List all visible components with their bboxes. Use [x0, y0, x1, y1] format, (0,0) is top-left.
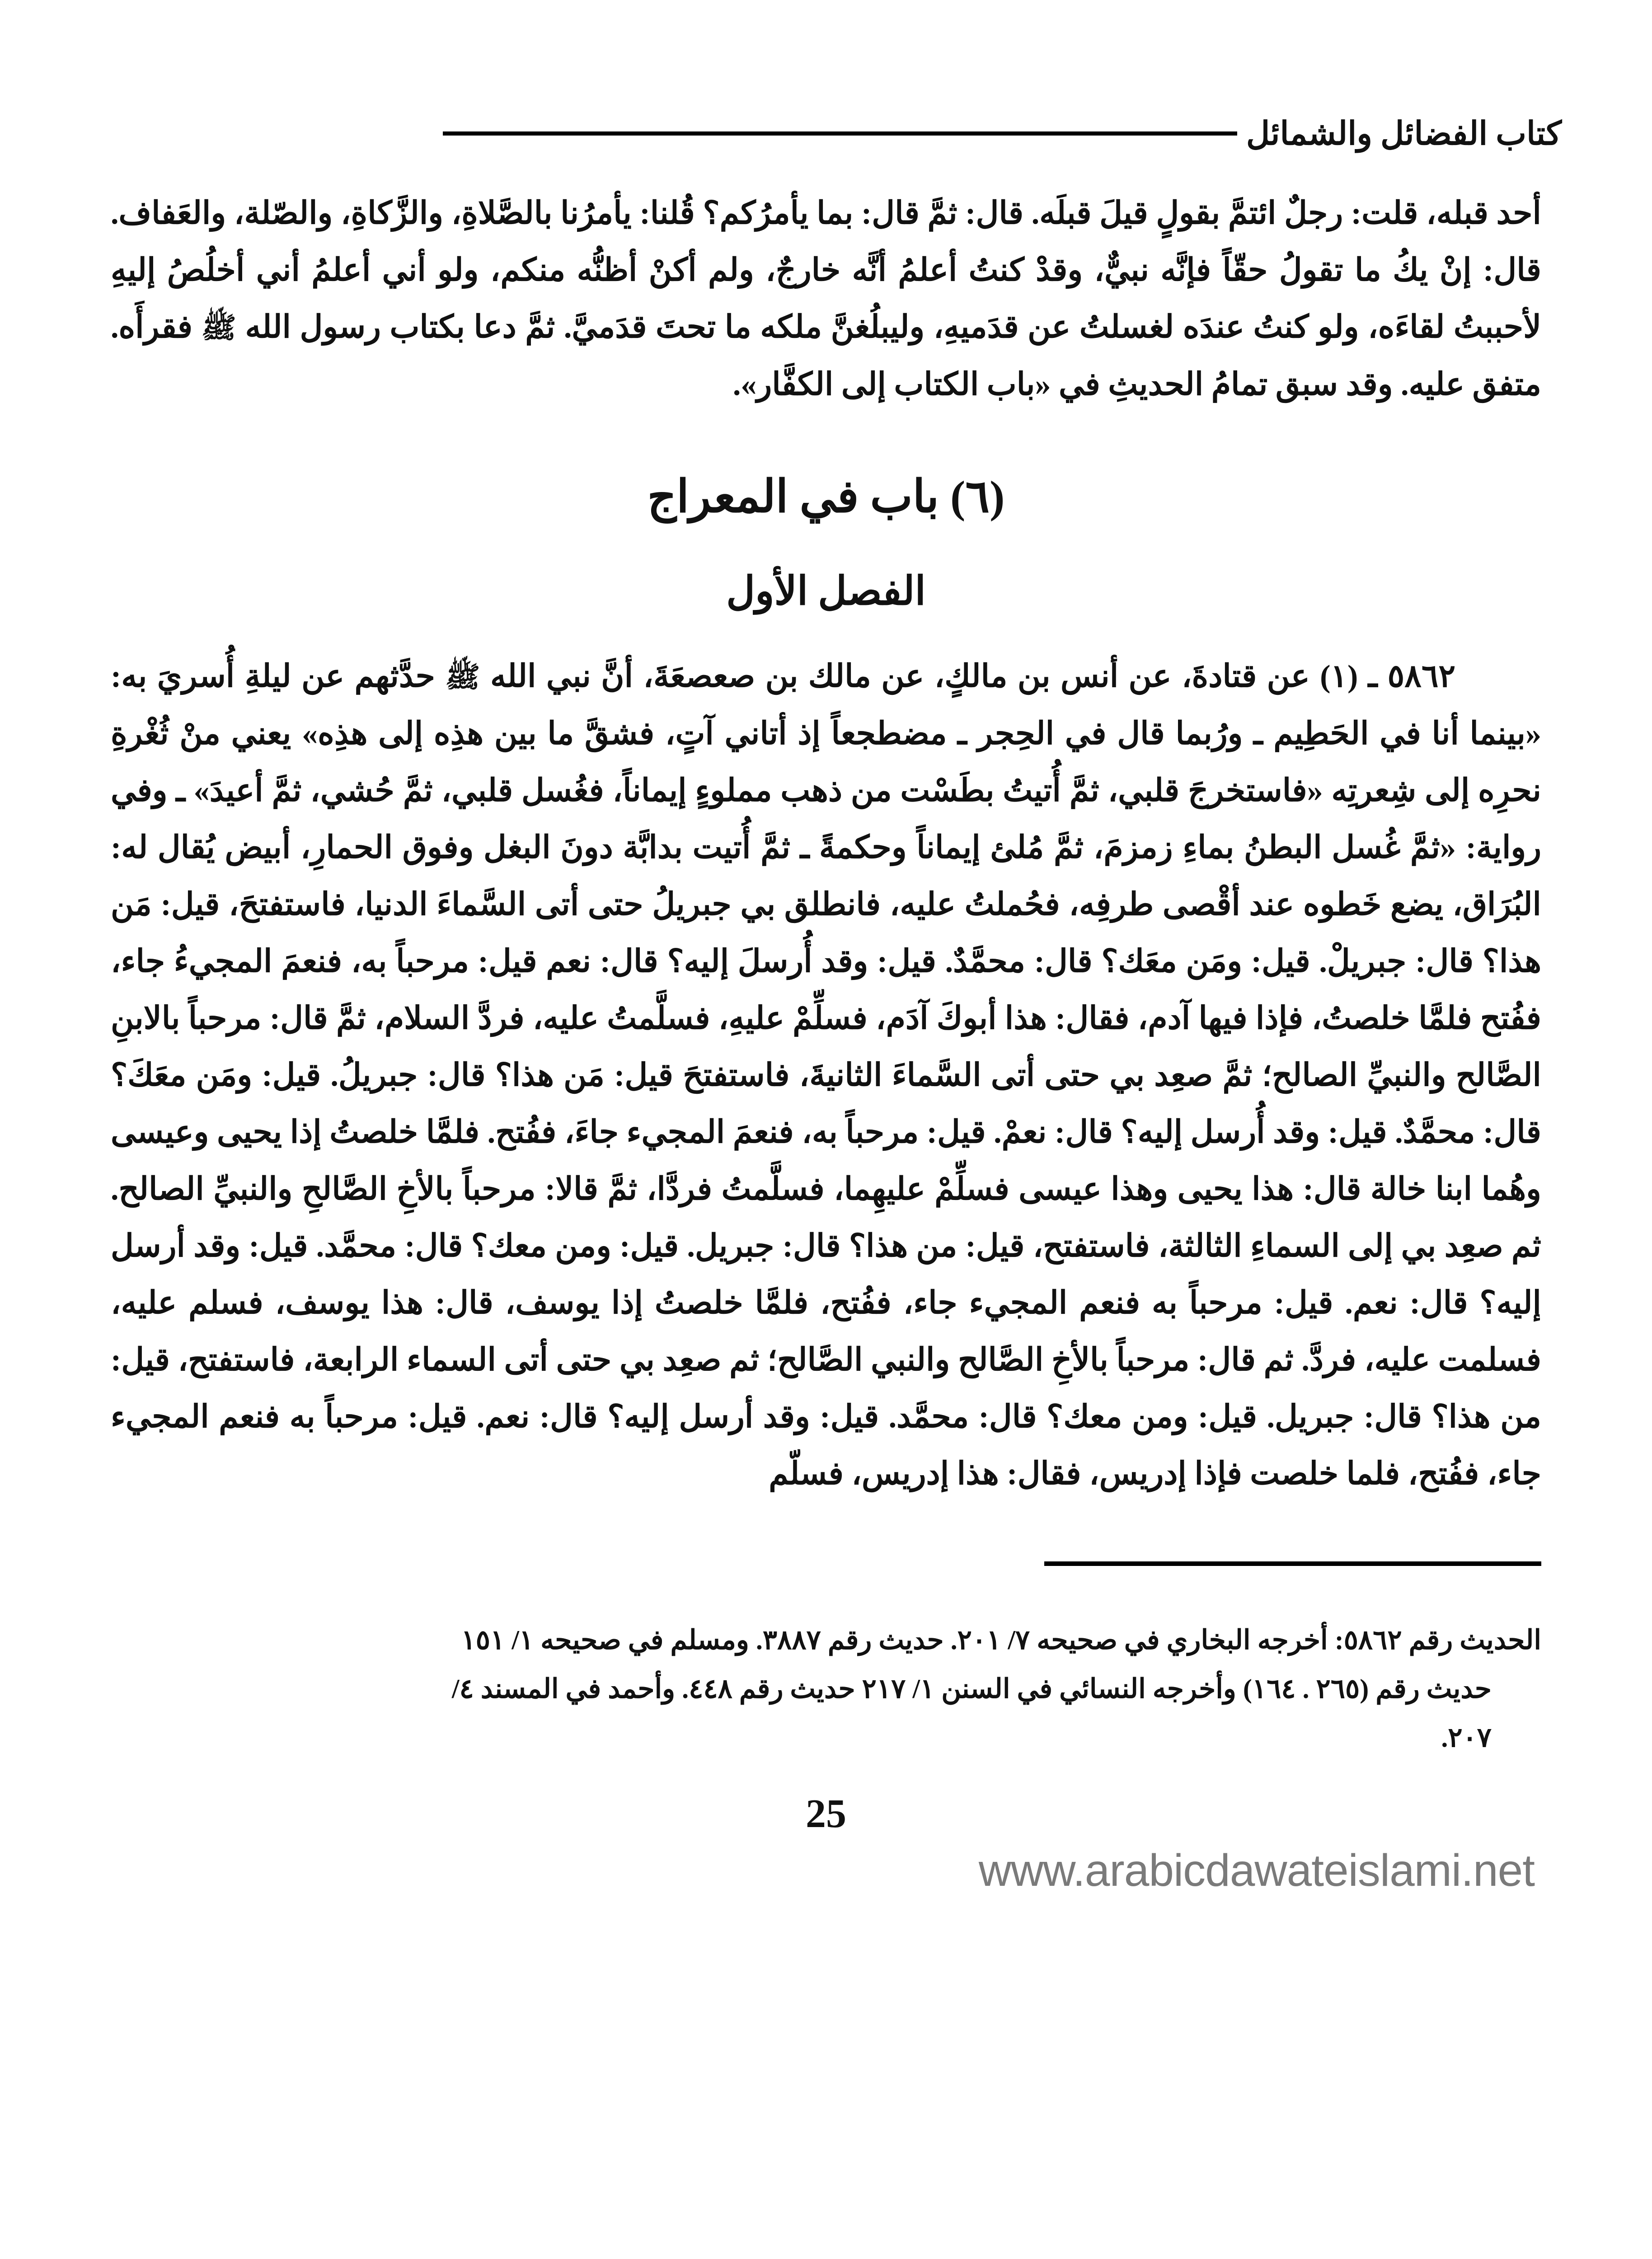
footnote-line-2: حديث رقم (٢٦٥ . ١٦٤) وأخرجه النسائي في السنن ١/ ٢١٧ حديث رقم ٤٤٨. وأحمد في المسند ٤/: [451, 1674, 1492, 1704]
footnote: [111, 1616, 1541, 1762]
hadith-text: [111, 648, 1541, 1503]
hadith-body: حدَّثهم عن ليلةِ أُسريَ به: «بينما أنا في الحَطِيم ـ ورُبما قال في الحِجر ـ مضطجعاً إذ أتاني آتٍ، فشقَّ ما بين هذِه إلى هذِه» يعني منْ ثُغْرةِ نحرِه إلى شِعرتِه «فاستخرجَ قلبي، ثمَّ أُتيتُ بطَسْت من ذهب مملوءٍ إيماناً، فغُسل قلبي، ثمَّ حُشي، ثمَّ أعيدَ» ـ وفي رواية: «ثمَّ غُسل البطنُ بماءِ زمزمَ، ثمَّ مُلئ إيماناً وحكمةً ـ ثمَّ أُتيت بدابَّة دونَ البغل وفوق الحمارِ، أبيض يُقال له: البُرَاق، يضع خَطوه عند أقْصى طرفِه، فحُملتُ عليه، فانطلق بي جبريلُ حتى أتى السَّماءَ الدنيا، فاستفتحَ، قيل: مَن هذا؟ قال: جبريلْ. قيل: ومَن معَك؟ قال: محمَّدٌ. قيل: وقد أُرسلَ إليه؟ قال: نعم قيل: مرحباً به، فنعمَ المجيءُ جاء، ففُتح فلمَّا خلصتُ، فإذا فيها آدم، فقال: هذا أبوكَ آدَم، فسلِّمْ عليهِ، فسلَّمتُ عليه، فردَّ السلام، ثمَّ قال: مرحباً بالابنِ الصَّالح والنبيِّ الصالح؛ ثمَّ صعِد بي حتى أتى السَّماءَ الثانيةَ، فاستفتحَ قيل: مَن هذا؟ قال: جبريلُ. قيل: ومَن معَكَ؟ قال: محمَّدٌ. قيل: وقد أُرسل إليه؟ قال: نعمْ. قيل: مرحباً به، فنعمَ المجيء جاءَ، ففُتح. فلمَّا خلصتُ إذا يحيى وعيسى وهُما ابنا خالة قال: هذا يحيى وهذا عيسى فسلِّمْ عليهِما، فسلَّمتُ فردَّا، ثمَّ قالا: مرحباً بالأخِ الصَّالحِ والنبيِّ الصالح. ثم صعِد بي إلى السماءِ الثالثة، فاستفتح، قيل: من هذا؟ قال: جبريل. قيل: ومن معك؟ قال: محمَّد. قيل: وقد أرسل إليه؟ قال: نعم. قيل: مرحباً به فنعم المجيء جاء، ففُتح، فلمَّا خلصتُ إذا يوسف، قال: هذا يوسف، فسلم عليه، فسلمت عليه، فردَّ. ثم قال: مرحباً بالأخِ الصَّالح والنبي الصَّالح؛ ثم صعِد بي حتى أتى السماء الرابعة، فاستفتح، قيل: من هذا؟ قال: جبريل. قيل: ومن معك؟ قال: محمَّد. قيل: وقد أرسل إليه؟ قال: نعم. قيل: مرحباً به فنعم المجيء جاء، ففُتح، فلما خلصت فإذا إدريس، فقال: هذا إدريس، فسلّم: [111, 659, 1541, 1491]
dash: ـ: [1368, 659, 1378, 694]
salutation-icon: ﷺ: [201, 312, 236, 344]
running-title: كتاب الفضائل والشمائل: [1246, 115, 1562, 152]
hadith-number: ٥٨٦٢: [1387, 659, 1456, 694]
chapter-title: (٦) باب في المعراج: [647, 472, 1005, 522]
page-number: 25: [806, 1791, 846, 1836]
hadith-opening: عن قتادةَ، عن أنس بن مالكٍ، عن مالك بن صعصعَةَ، أنَّ نبي الله: [490, 659, 1310, 694]
watermark-url: www.arabicdawateislami.net: [978, 1845, 1535, 1896]
continuation-paragraph: [111, 185, 1541, 413]
paragraph-text-end: فقرأَه. متفق عليه. وقد سبق تمامُ الحديثِ في «باب الكتاب إلى الكفَّار».: [111, 310, 1541, 402]
salutation-icon: ﷺ: [445, 661, 480, 693]
section-title: الفصل الأول: [726, 570, 926, 614]
footnote-line-3: ٢٠٧.: [1441, 1723, 1492, 1753]
footnote-line-1: أخرجه البخاري في صحيحه ٧/ ٢٠١. حديث رقم ٣٨٨٧. ومسلم في صحيحه ١/ ١٥١: [461, 1625, 1328, 1655]
footnote-label: الحديث رقم ٥٨٦٢:: [1334, 1625, 1541, 1655]
header-rule: [443, 131, 1237, 136]
footnote-separator: [111, 1561, 1541, 1566]
hadith-sub-number: (١): [1320, 659, 1358, 694]
watermark-row: [0, 1843, 1652, 1898]
footnote-rule: [1044, 1561, 1541, 1566]
running-header: [443, 108, 1562, 158]
paragraph-text: أحد قبله، قلت: رجلٌ ائتمَّ بقولٍ قيلَ قبلَه. قال: ثمَّ قال: بما يأمرُكم؟ قُلنا: يأمرُنا بالصَّلاةِ، والزَّكاةِ، والصّلة، والعَفاف. قال: إنْ يكُ ما تقولُ حقّاً فإنَّه نبيٌّ، وقدْ كنتُ أعلمُ أنَّه خارجٌ، ولم أكنْ أظنُّه منكم، ولو أني أعلمُ أني أخلُصُ إليهِ لأحببتُ لقاءَه، ولو كنتُ عندَه لغسلتُ عن قدَميهِ، وليبلُغنَّ ملكه ما تحتَ قدَميَّ. ثمَّ دعا بكتاب رسول الله: [111, 196, 1542, 345]
